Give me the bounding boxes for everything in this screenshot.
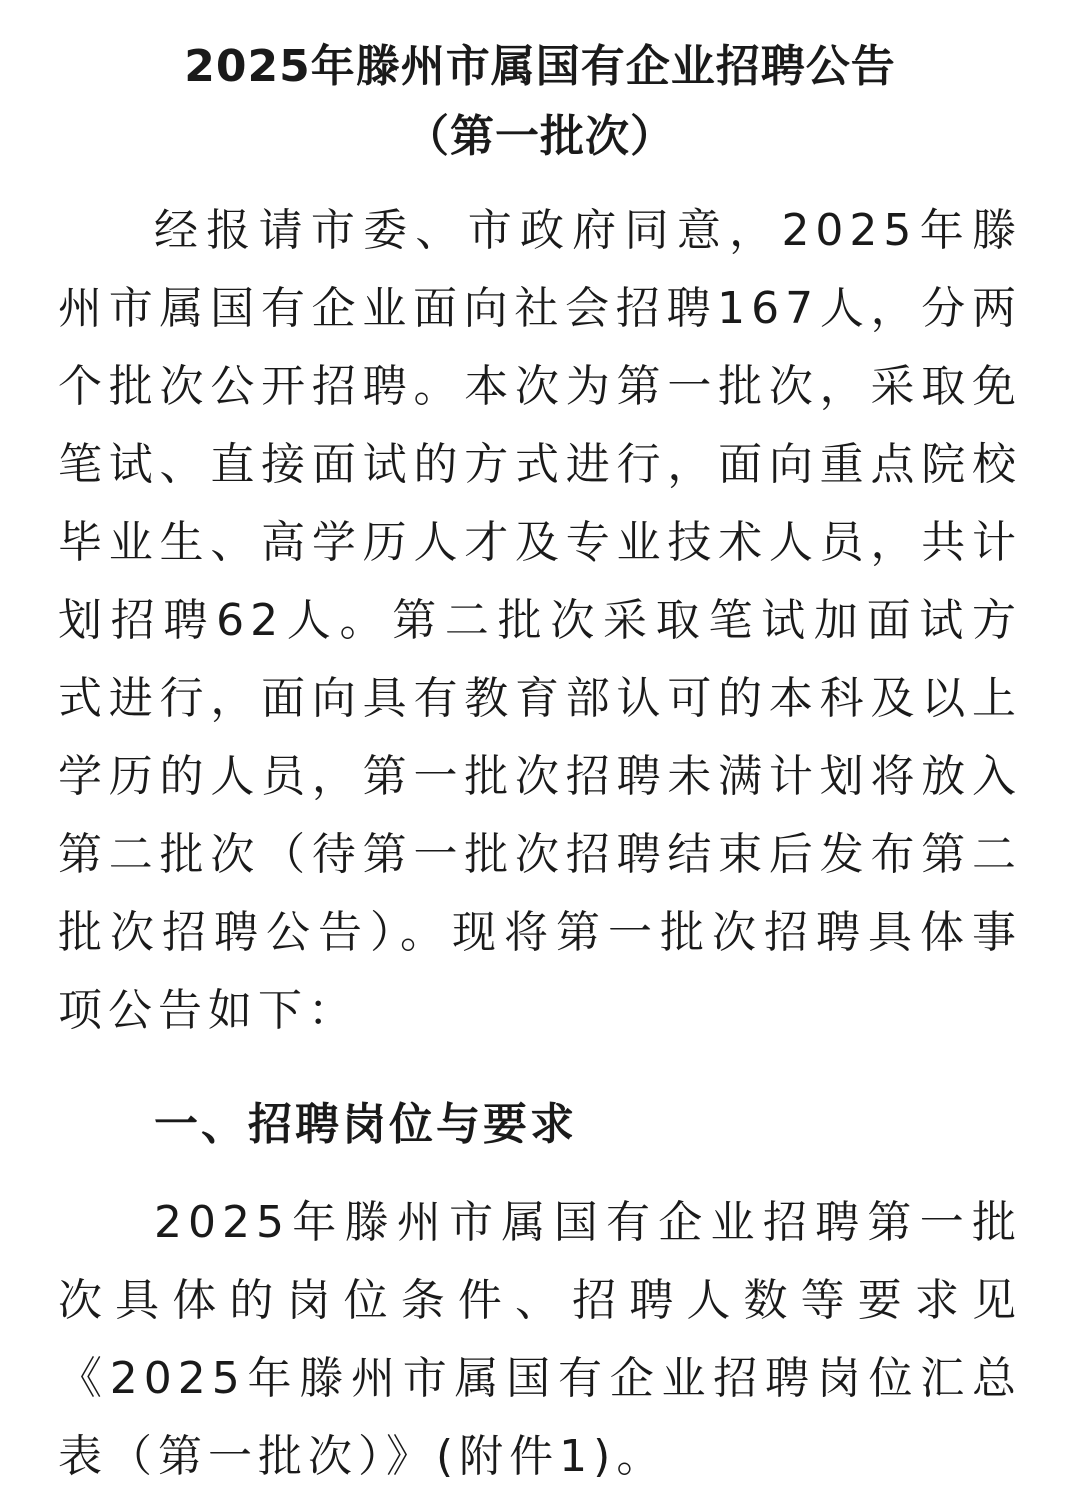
section-paragraph: 2025年滕州市属国有企业招聘第一批次具体的岗位条件、招聘人数等要求见《2025年滕州市属国有企业招聘岗位汇总表（第一批次）》(附件1)。 (58, 1197, 1022, 1482)
document-title: 2025年滕州市属国有企业招聘公告 (184, 41, 896, 92)
intro-paragraph: 经报请市委、市政府同意，2025年滕州市属国有企业面向社会招聘167人，分两个批次公开招聘。本次为第一批次，采取免笔试、直接面试的方式进行，面向重点院校毕业生、高学历人才及专业技术人员，共计划招聘62人。第二批次采取笔试加面试方式进行，面向具有教育部认可的本科及以上学历的人员，第一批次招聘未满计划将放入第二批次（待第一批次招聘结束后发布第二批次招聘公告）。现将第一批次招聘具体事项公告如下： (58, 205, 1022, 1036)
document-subtitle: （第一批次） (405, 111, 675, 162)
section-heading: 一、招聘岗位与要求 (154, 1099, 577, 1150)
